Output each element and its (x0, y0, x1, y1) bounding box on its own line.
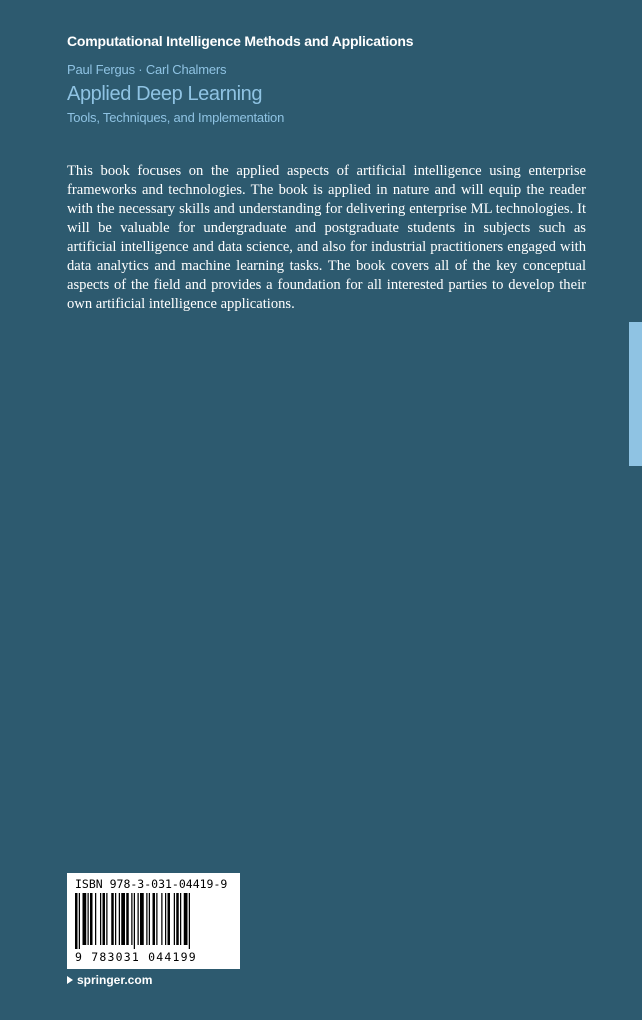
book-description: This book focuses on the applied aspects of artificial intelligence using enterprise frameworks and technologies. The book is applied in nature and will equip the reader with the necessary skills and understanding for delivering enterprise ML technologies. It will be valuable for undergraduate and postgraduate students in subjects such as artificial intelligence and data science, and also for industrial practitioners engaged with data analytics and machine learning tasks. The book covers all of the key conceptual aspects of the field and provides a foundation for all interested parties to develop their own artificial intelligence applications. (67, 163, 586, 312)
barcode-bar (138, 893, 139, 945)
barcode-bar (103, 893, 106, 945)
arrow-icon (67, 976, 73, 984)
barcode-bar (176, 893, 179, 945)
ean-digits: 9 783031 044199 (75, 950, 197, 964)
barcode-bar (79, 893, 80, 949)
spine-tab (629, 322, 642, 466)
barcode-bar (131, 893, 132, 945)
barcode-bar (174, 893, 175, 945)
publisher-link[interactable] (67, 973, 152, 987)
barcode-bar (106, 893, 107, 945)
barcode-bar (121, 893, 125, 945)
barcode-bar (146, 893, 147, 945)
barcode-bar (88, 893, 89, 945)
barcode-bar (168, 893, 171, 945)
barcode-bar (184, 893, 188, 945)
barcode-bar (140, 893, 144, 945)
barcode-bar (189, 893, 190, 949)
barcode-bar (100, 893, 101, 945)
barcode-bar (111, 893, 114, 945)
barcode-bar (115, 893, 116, 945)
series-title: Computational Intelligence Methods and Applications (67, 33, 414, 49)
barcode-bar (165, 893, 166, 945)
barcode-icon (75, 893, 232, 949)
barcode-bar (90, 893, 93, 945)
barcode-bar (161, 893, 162, 945)
book-title: Applied Deep Learning (67, 83, 263, 105)
publisher-url: springer.com (77, 973, 153, 987)
barcode-bar (149, 893, 150, 945)
barcode-bar (134, 893, 135, 949)
barcode-bar (83, 893, 87, 945)
barcode-bar (95, 893, 96, 945)
barcode-box (67, 873, 240, 969)
barcode-bar (126, 893, 129, 945)
barcode-bar (119, 893, 120, 945)
book-subtitle: Tools, Techniques, and Implementation (67, 110, 285, 125)
barcode-bar (180, 893, 181, 945)
barcode-bar (153, 893, 156, 945)
isbn-label: ISBN 978-3-031-04419-9 (75, 877, 228, 891)
barcode-bar (156, 893, 157, 945)
barcode-bar (75, 893, 78, 949)
authors: Paul Fergus · Carl Chalmers (67, 62, 227, 77)
